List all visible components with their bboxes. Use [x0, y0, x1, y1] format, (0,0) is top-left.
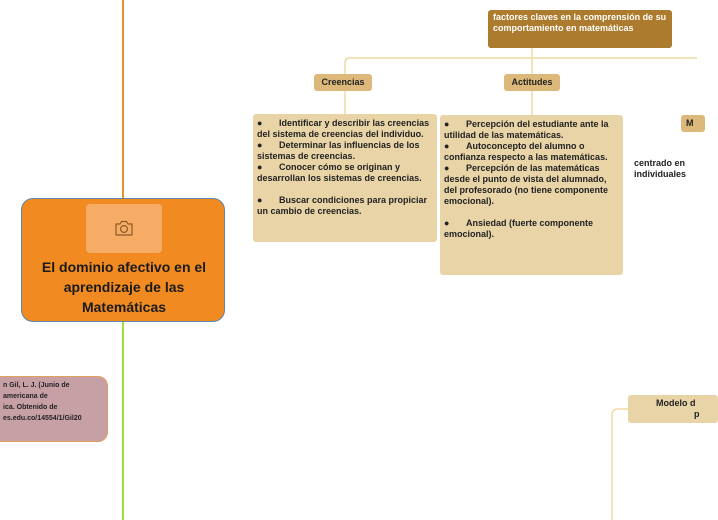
centrado-text-partial[interactable]: centrado en individuales: [634, 158, 687, 179]
reference-node[interactable]: n Gil, L. J. (Junio de americana de ica. Obtenido de es.edu.co/14554/1/Gil20: [0, 376, 108, 442]
central-title: El dominio afectivo en el aprendizaje de las Matemáticas: [41, 259, 207, 315]
actitudes-item: ● Percepción de las matemáticas desde el punto de vista del alumnado, del profesorado (no tiene componente emocional).: [444, 163, 609, 206]
image-placeholder[interactable]: [86, 204, 162, 253]
actitudes-item: ● Percepción del estudiante ante la utilidad de las matemáticas.: [444, 119, 609, 140]
camera-icon: [114, 219, 134, 237]
creencias-item: ● Identificar y describir las creencias del sistema de creencias del individuo.: [257, 118, 430, 139]
creencias-item: ● Buscar condiciones para propiciar un cambio de creencias.: [257, 195, 428, 216]
central-topic[interactable]: [21, 198, 225, 322]
tag-third-partial[interactable]: [681, 115, 705, 132]
spacer: [257, 184, 433, 195]
creencias-item: ● Conocer cómo se originan y desarrollan los sistemas de creencias.: [257, 162, 422, 183]
tag-creencias-label: Creencias: [321, 77, 365, 87]
top-node-text: factores claves en la comprensión de su comportamiento en matemáticas: [493, 12, 667, 33]
top-node-factores[interactable]: [488, 10, 672, 48]
creencias-item: ● Determinar las influencias de los sistemas de creencias.: [257, 140, 420, 161]
tag-actitudes-label: Actitudes: [511, 77, 553, 87]
actitudes-item: ● Ansiedad (fuerte componente emocional).: [444, 218, 594, 239]
branch-horizontal: [345, 58, 697, 74]
tag-actitudes[interactable]: [504, 74, 560, 91]
tag-third-label: M: [686, 118, 694, 128]
tag-creencias[interactable]: [314, 74, 372, 91]
modelo-branch: [612, 409, 628, 520]
modelo-node-partial[interactable]: Modelo d p: [628, 395, 718, 423]
creencias-content[interactable]: [253, 114, 437, 242]
actitudes-content[interactable]: [440, 115, 623, 275]
spacer: [444, 207, 619, 218]
actitudes-item: ● Autoconcepto del alumno o confianza respecto a las matemáticas.: [444, 141, 608, 162]
